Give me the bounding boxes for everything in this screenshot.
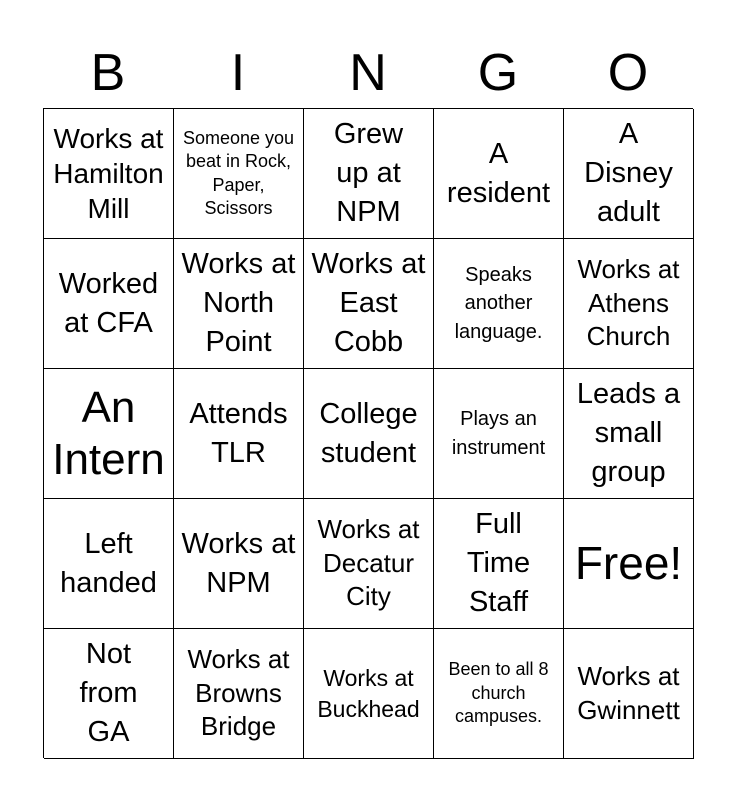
bingo-cell-r0-c4[interactable] <box>564 109 694 239</box>
bingo-cell-r3-c3[interactable] <box>434 499 564 629</box>
bingo-cell-r2-c1[interactable] <box>174 369 304 499</box>
bingo-cell-r4-c0[interactable] <box>44 629 174 759</box>
bingo-cell-r0-c2[interactable] <box>304 109 434 239</box>
bingo-cell-r1-c2[interactable] <box>304 239 434 369</box>
bingo-cell-r2-c2[interactable] <box>304 369 434 499</box>
bingo-cell-r2-c0[interactable] <box>44 369 174 499</box>
cell-text: A Disney adult <box>584 118 673 228</box>
cell-text: Grew up at NPM <box>333 118 404 228</box>
free-space-label: Free! <box>574 537 683 590</box>
cell-text: Not from GA <box>79 638 138 748</box>
bingo-cell-r1-c4[interactable] <box>564 239 694 369</box>
bingo-cell-r0-c1[interactable] <box>174 109 304 239</box>
cell-text: An Intern <box>52 382 165 484</box>
free-space[interactable] <box>564 499 694 629</box>
cell-text: Works at Buckhead <box>317 664 420 722</box>
cell-text: Full Time Staff <box>466 508 531 618</box>
cell-text: Worked at CFA <box>58 267 159 339</box>
cell-text: Plays an instrument <box>451 408 546 459</box>
bingo-cell-r2-c3[interactable] <box>434 369 564 499</box>
header-letter-o: O <box>607 44 649 102</box>
cell-text: College student <box>319 397 418 469</box>
bingo-cell-r4-c1[interactable] <box>174 629 304 759</box>
header-letter-g: G <box>477 44 519 102</box>
bingo-cell-r2-c4[interactable] <box>564 369 694 499</box>
bingo-cell-r1-c3[interactable] <box>434 239 564 369</box>
cell-text: Works at Hamilton Mill <box>53 123 164 224</box>
bingo-cell-r4-c4[interactable] <box>564 629 694 759</box>
cell-text: A resident <box>446 137 551 209</box>
header-letter-i: I <box>230 44 246 102</box>
cell-text: Works at North Point <box>181 248 296 358</box>
cell-text: Attends TLR <box>189 397 288 469</box>
cell-text: Works at Browns Bridge <box>187 643 290 742</box>
bingo-cell-r3-c1[interactable] <box>174 499 304 629</box>
bingo-cell-r0-c0[interactable] <box>44 109 174 239</box>
bingo-cell-r1-c1[interactable] <box>174 239 304 369</box>
cell-text: Leads a small group <box>576 378 681 488</box>
cell-text: Works at Decatur City <box>317 513 420 612</box>
bingo-header <box>43 38 693 108</box>
cell-text: Works at Gwinnett <box>577 660 680 725</box>
cell-text: Speaks another language. <box>454 263 543 343</box>
cell-text: Works at Athens Church <box>577 253 680 352</box>
cell-text: Been to all 8 church campuses. <box>448 659 549 727</box>
bingo-cell-r0-c3[interactable] <box>434 109 564 239</box>
header-letter-n: N <box>349 44 387 102</box>
cell-text: Someone you beat in Rock, Paper, Scissors <box>182 127 295 218</box>
cell-text: Left handed <box>60 527 157 599</box>
cell-text: Works at East Cobb <box>311 248 426 358</box>
bingo-cell-r4-c2[interactable] <box>304 629 434 759</box>
bingo-cell-r1-c0[interactable] <box>44 239 174 369</box>
cell-text: Works at NPM <box>181 527 296 599</box>
bingo-cell-r3-c0[interactable] <box>44 499 174 629</box>
header-letter-b: B <box>90 44 126 102</box>
bingo-cell-r4-c3[interactable] <box>434 629 564 759</box>
bingo-board <box>43 108 693 758</box>
bingo-cell-r3-c2[interactable] <box>304 499 434 629</box>
